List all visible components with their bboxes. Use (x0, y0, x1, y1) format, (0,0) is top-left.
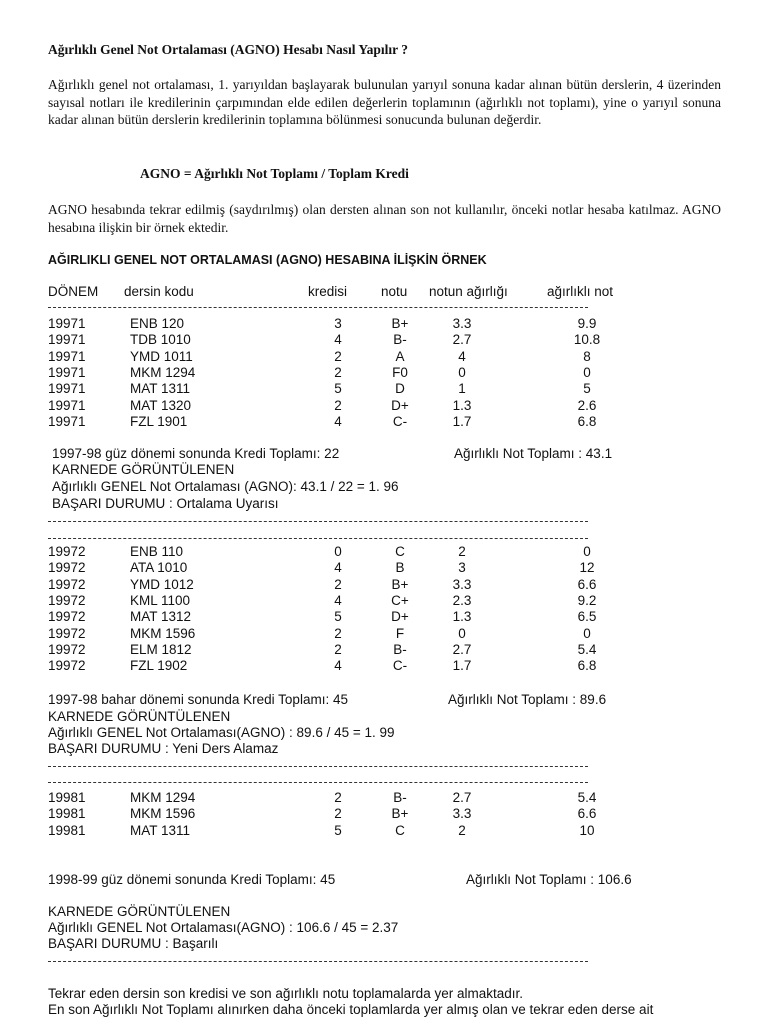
cell-term: 19972 (48, 576, 86, 592)
cell-grade: C- (392, 413, 408, 429)
cell-weighted-grade: 8 (583, 348, 591, 364)
cell-grade: B+ (391, 576, 409, 592)
cell-term: 19971 (48, 332, 86, 348)
cell-term: 19972 (48, 544, 86, 559)
divider (48, 538, 588, 539)
divider (48, 961, 588, 962)
cell-course-code: ENB 110 (130, 544, 184, 559)
header-credit: kredisi (308, 284, 348, 299)
cell-grade-weight: 2.7 (452, 332, 472, 348)
cell-grade: C- (392, 658, 408, 674)
cell-grade: D (395, 381, 405, 397)
divider (48, 782, 588, 783)
cell-grade-weight: 3.3 (452, 576, 472, 592)
cell-term: 19971 (48, 397, 86, 413)
term-3-status: BAŞARI DURUMU : Başarılı (48, 936, 219, 951)
divider (48, 766, 588, 767)
cell-grade: F (395, 625, 405, 641)
cell-credit: 2 (334, 397, 342, 413)
cell-weighted-grade: 12 (579, 560, 595, 576)
cell-credit: 4 (334, 592, 342, 608)
cell-course-code: MKM 1596 (130, 806, 196, 822)
cell-course-code: YMD 1011 (130, 348, 193, 364)
cell-grade: C (395, 544, 405, 559)
cell-weighted-grade: 9.2 (577, 592, 597, 608)
intro-paragraph: Ağırlıklı genel not ortalaması, 1. yarıyıldan başlayarak bulunulan yarıyıl sonuna kadar alınan bütün derslerin, 4 üzerinden sayısal notları ile kredilerinin çarpımından elde edilen değerlerin toplamının (ağırlıklı not toplamı), yine o yarıyıl sonuna kadar alınan bütün derslerin kredilerinin toplamına bölünmesi sonucunda bulunan değerdir. (48, 77, 721, 127)
cell-weighted-grade: 6.6 (577, 806, 597, 822)
term-2-status: BAŞARI DURUMU : Yeni Ders Alamaz (48, 741, 279, 756)
cell-course-code: MAT 1311 (130, 381, 191, 397)
cell-credit: 4 (334, 560, 342, 576)
cell-credit: 2 (334, 348, 342, 364)
cell-credit: 2 (334, 576, 342, 592)
cell-credit: 5 (334, 822, 342, 838)
cell-credit: 2 (334, 625, 342, 641)
cell-grade: F0 (392, 364, 408, 380)
cell-weighted-grade: 5.4 (577, 641, 597, 657)
cell-grade-weight: 3 (458, 560, 466, 576)
cell-credit: 4 (334, 413, 342, 429)
term-3-weighted-total: Ağırlıklı Not Toplamı : 106.6 (466, 872, 632, 887)
cell-grade: B- (393, 332, 407, 348)
cell-weighted-grade: 2.6 (577, 397, 597, 413)
cell-course-code: MKM 1294 (130, 364, 196, 380)
cell-credit: 5 (334, 609, 342, 625)
divider (48, 307, 588, 308)
cell-course-code: ENB 120 (130, 316, 185, 331)
cell-credit: 4 (334, 332, 342, 348)
cell-grade: D+ (391, 397, 409, 413)
cell-grade-weight: 0 (458, 625, 466, 641)
term-1-transcript-label: KARNEDE GÖRÜNTÜLENEN (52, 462, 235, 477)
cell-weighted-grade: 0 (583, 625, 591, 641)
cell-term: 19971 (48, 348, 86, 364)
cell-term: 19972 (48, 592, 86, 608)
cell-course-code: MKM 1596 (130, 625, 196, 641)
term-2-agno: Ağırlıklı GENEL Not Ortalaması(AGNO) : 89.6 / 45 = 1. 99 (48, 725, 395, 740)
cell-course-code: ELM 1812 (130, 641, 192, 657)
term-1-credit-total: 1997-98 güz dönemi sonunda Kredi Toplamı: 22 (52, 446, 340, 461)
term-3-transcript-label: KARNEDE GÖRÜNTÜLENEN (48, 904, 231, 919)
cell-term: 19971 (48, 381, 86, 397)
cell-grade-weight: 1.3 (452, 609, 472, 625)
divider (48, 521, 588, 522)
term-1-agno: Ağırlıklı GENEL Not Ortalaması (AGNO): 43.1 / 22 = 1. 96 (52, 479, 399, 494)
cell-grade-weight: 1 (458, 381, 466, 397)
cell-credit: 2 (334, 790, 342, 805)
cell-grade-weight: 3.3 (452, 806, 472, 822)
cell-weighted-grade: 0 (583, 544, 591, 559)
cell-credit: 0 (334, 544, 342, 559)
cell-grade-weight: 1.7 (452, 413, 472, 429)
cell-course-code: TDB 1010 (130, 332, 191, 348)
term-2-weighted-total: Ağırlıklı Not Toplamı : 89.6 (448, 692, 607, 707)
cell-term: 19972 (48, 641, 86, 657)
cell-grade-weight: 2.7 (452, 790, 472, 805)
cell-weighted-grade: 6.8 (577, 658, 597, 674)
header-course-code: dersin kodu (124, 284, 194, 299)
cell-credit: 2 (334, 641, 342, 657)
cell-grade: C+ (391, 592, 409, 608)
cell-grade-weight: 2 (458, 822, 466, 838)
cell-course-code: YMD 1012 (130, 576, 194, 592)
cell-course-code: FZL 1902 (130, 658, 188, 674)
cell-grade: B+ (391, 316, 409, 331)
cell-grade: A (395, 348, 405, 364)
cell-grade-weight: 1.3 (452, 397, 472, 413)
cell-term: 19972 (48, 658, 86, 674)
cell-weighted-grade: 6.5 (577, 609, 597, 625)
cell-course-code: MAT 1320 (130, 397, 192, 413)
cell-grade-weight: 4 (458, 348, 466, 364)
footer-note-2: En son Ağırlıklı Not Toplamı alınırken daha önceki toplamlarda yer almış olan ve tekrar eden derse ait (48, 1002, 654, 1017)
cell-course-code: KML 1100 (130, 592, 191, 608)
cell-course-code: MAT 1311 (130, 822, 191, 838)
cell-grade: D+ (391, 609, 409, 625)
cell-grade: B- (393, 790, 407, 805)
cell-term: 19971 (48, 316, 86, 331)
cell-term: 19972 (48, 609, 86, 625)
cell-weighted-grade: 10.8 (573, 332, 601, 348)
cell-weighted-grade: 5 (583, 381, 591, 397)
cell-term: 19972 (48, 625, 86, 641)
document-title: Ağırlıklı Genel Not Ortalaması (AGNO) Hesabı Nasıl Yapılır ? (48, 42, 408, 57)
cell-weighted-grade: 6.8 (577, 413, 597, 429)
term-2-transcript-label: KARNEDE GÖRÜNTÜLENEN (48, 709, 231, 724)
cell-term: 19981 (48, 790, 86, 805)
cell-weighted-grade: 6.6 (577, 576, 597, 592)
cell-grade: B+ (391, 806, 409, 822)
header-term: DÖNEM (48, 284, 99, 299)
cell-grade: B (395, 560, 405, 576)
term-1-status: BAŞARI DURUMU : Ortalama Uyarısı (52, 496, 279, 511)
term-3-credit-total: 1998-99 güz dönemi sonunda Kredi Toplamı: 45 (48, 872, 336, 887)
note-paragraph: AGNO hesabında tekrar edilmiş (saydırılmış) olan dersten alınan son not kullanılır, önceki notlar hesaba katılmaz. AGNO hesabına ilişkin bir örnek ektedir. (48, 202, 721, 235)
cell-credit: 2 (334, 806, 342, 822)
term-3-agno: Ağırlıklı GENEL Not Ortalaması(AGNO) : 106.6 / 45 = 2.37 (48, 920, 399, 935)
cell-term: 19972 (48, 560, 86, 576)
cell-grade-weight: 0 (458, 364, 466, 380)
cell-credit: 3 (334, 316, 342, 331)
cell-grade-weight: 2.3 (452, 592, 472, 608)
cell-weighted-grade: 10 (579, 822, 595, 838)
example-section-title: AĞIRLIKLI GENEL NOT ORTALAMASI (AGNO) HESABINA İLİŞKİN ÖRNEK (48, 253, 487, 267)
cell-credit: 4 (334, 658, 342, 674)
cell-term: 19971 (48, 413, 86, 429)
cell-grade-weight: 3.3 (452, 316, 472, 331)
cell-grade-weight: 2 (458, 544, 466, 559)
cell-grade: B- (393, 641, 407, 657)
cell-course-code: MAT 1312 (130, 609, 192, 625)
header-grade-weight: notun ağırlığı (429, 284, 508, 299)
term-2-credit-total: 1997-98 bahar dönemi sonunda Kredi Toplamı: 45 (48, 692, 348, 707)
cell-weighted-grade: 9.9 (577, 316, 597, 331)
agno-formula: AGNO = Ağırlıklı Not Toplamı / Toplam Kredi (140, 166, 409, 181)
header-weighted-grade: ağırlıklı not (547, 284, 614, 299)
header-grade: notu (381, 284, 408, 299)
footer-note-1: Tekrar eden dersin son kredisi ve son ağırlıklı notu toplamalarda yer almaktadır. (48, 986, 523, 1001)
cell-grade: C (395, 822, 405, 838)
cell-credit: 5 (334, 381, 342, 397)
cell-course-code: FZL 1901 (130, 413, 188, 429)
term-1-weighted-total: Ağırlıklı Not Toplamı : 43.1 (454, 446, 613, 461)
cell-term: 19981 (48, 822, 86, 838)
cell-weighted-grade: 0 (583, 364, 591, 380)
cell-grade-weight: 1.7 (452, 658, 472, 674)
cell-weighted-grade: 5.4 (577, 790, 597, 805)
cell-course-code: ATA 1010 (130, 560, 188, 576)
cell-course-code: MKM 1294 (130, 790, 196, 805)
cell-credit: 2 (334, 364, 342, 380)
cell-grade-weight: 2.7 (452, 641, 472, 657)
cell-term: 19971 (48, 364, 86, 380)
cell-term: 19981 (48, 806, 86, 822)
